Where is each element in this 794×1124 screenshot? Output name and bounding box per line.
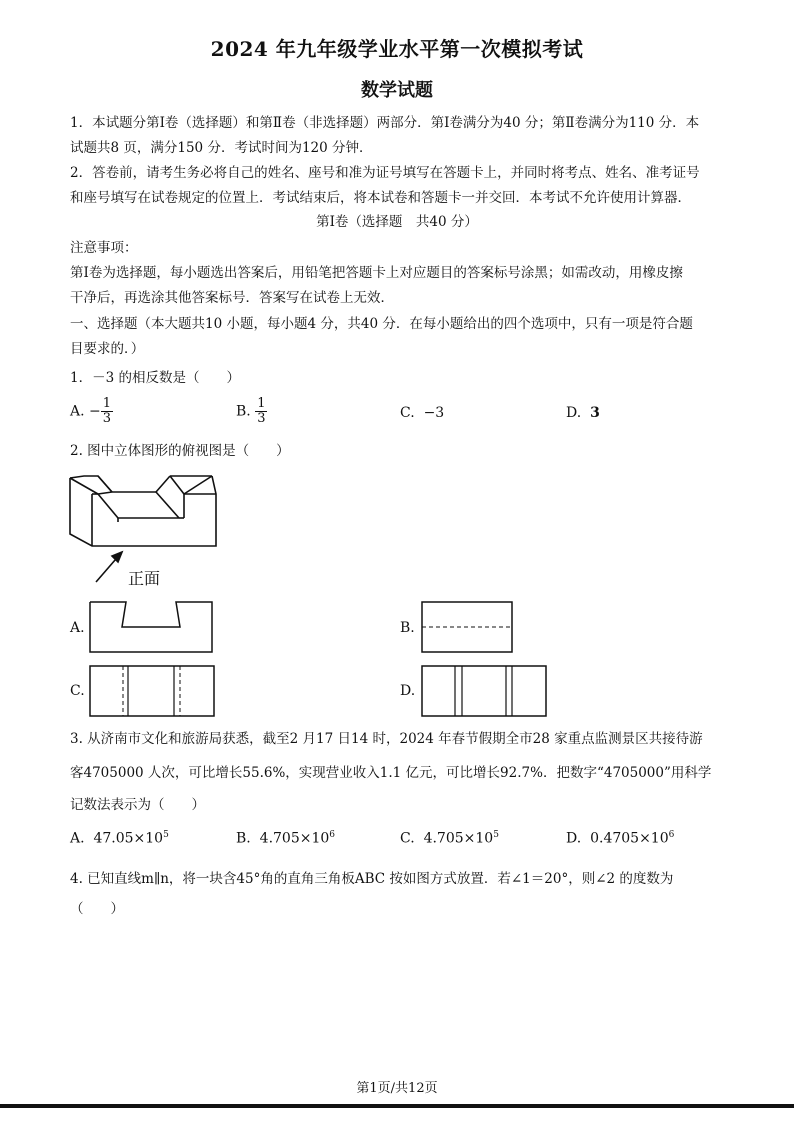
option-value: −3 [423, 405, 445, 421]
part-heading: 目要求的．） [70, 341, 145, 357]
option-label: B. [236, 403, 251, 420]
question-3-line: 3. 从济南市文化和旅游局获悉，截至2 月17 日14 时，2024 年春节假期全市28 家重点监测景区共接待游 [70, 731, 703, 747]
option-value: 3 [590, 405, 600, 421]
q3-option-b [236, 830, 335, 847]
page-title: 2024 年九年级学业水平第一次模拟考试 [210, 37, 584, 61]
numerator: 1 [257, 396, 266, 411]
exponent: 6 [329, 830, 336, 840]
notes-line: 干净后，再选涂其他答案标号．答案写在试卷上无效． [70, 290, 394, 306]
question-3-line: 客4705000 人次，可比增长55.6%，实现营业收入1.1 亿元，可比增长92.7%．把数字“4705000”用科学 [70, 765, 712, 781]
option-label: C. [400, 830, 415, 847]
q3-option-c [400, 830, 499, 847]
q1-option-b [236, 397, 267, 426]
denominator: 3 [102, 411, 112, 426]
question-1-stem: 1．－3 的相反数是（ ） [70, 370, 240, 386]
exponent: 6 [668, 830, 675, 840]
instruction-line: 1．本试题分第Ⅰ卷（选择题）和第Ⅱ卷（非选择题）两部分．第Ⅰ卷满分为40 分；第Ⅱ卷满分为110 分．本 [70, 115, 700, 131]
option-value: 4.705×10 [423, 830, 494, 847]
q1-option-a [70, 397, 113, 426]
q2-option-c-figure [88, 664, 218, 720]
q2-option-c-label: C. [70, 683, 85, 699]
q2-option-d-label: D. [400, 683, 416, 699]
option-label: A. [70, 403, 85, 420]
page-subtitle: 数学试题 [361, 80, 433, 101]
q3-option-d [566, 830, 674, 847]
question-3-line: 记数法表示为（ ） [70, 797, 205, 813]
question-4-line: 4. 已知直线m∥n，将一块含45°角的直角三角板ABC 按如图方式放置．若∠1＝20°，则∠2 的度数为 [70, 871, 674, 887]
option-value: 0.4705×10 [590, 830, 669, 847]
instruction-line: 试题共8 页，满分150 分．考试时间为120 分钟． [70, 140, 373, 156]
q1-option-d [566, 405, 600, 421]
fraction [101, 397, 113, 426]
numerator: 1 [102, 396, 112, 411]
q3-option-a [70, 830, 169, 847]
option-value: 4.705×10 [259, 830, 330, 847]
option-label: C. [400, 405, 415, 421]
front-label: 正面 [128, 569, 161, 588]
exponent: 5 [493, 830, 499, 840]
bottom-rule [0, 1104, 794, 1108]
notes-line: 第Ⅰ卷为选择题，每小题选出答案后，用铅笔把答题卡上对应题目的答案标号涂黑；如需改动，用橡皮擦 [70, 265, 683, 281]
question-2-stem: 2. 图中立体图形的俯视图是（ ） [70, 443, 290, 459]
instruction-line: 和座号填写在试卷规定的位置上．考试结束后，将本试卷和答题卡一并交回．本考试不允许使用计算器． [70, 190, 691, 206]
exponent: 5 [163, 830, 169, 840]
option-label: A. [70, 830, 85, 847]
q2-option-d-figure [420, 664, 550, 720]
section-header: 第Ⅰ卷（选择题 共40 分） [316, 214, 478, 230]
instruction-line: 2．答卷前，请考生务必将自己的姓名、座号和准为证号填写在答题卡上，并同时将考点、姓名、准考证号 [70, 165, 700, 181]
q2-option-b-figure [420, 600, 516, 656]
page-footer: 第1页/共12页 [356, 1081, 438, 1096]
option-label: D. [566, 405, 582, 421]
part-heading: 一、选择题（本大题共10 小题，每小题4 分，共40 分．在每小题给出的四个选项中，只有一项是符合题 [70, 316, 693, 332]
option-value: 47.05×10 [93, 830, 164, 847]
notes-label: 注意事项： [70, 240, 138, 256]
q2-option-a-figure [88, 600, 218, 656]
option-label: B. [236, 830, 251, 847]
fraction [255, 397, 267, 426]
q1-option-c [400, 405, 444, 421]
denominator: 3 [257, 411, 266, 426]
option-label: D. [566, 830, 582, 847]
q2-option-b-label: B. [400, 620, 415, 636]
minus-sign: − [89, 403, 101, 420]
q2-option-a-label: A. [70, 620, 85, 636]
question-4-line: （ ） [70, 901, 124, 917]
